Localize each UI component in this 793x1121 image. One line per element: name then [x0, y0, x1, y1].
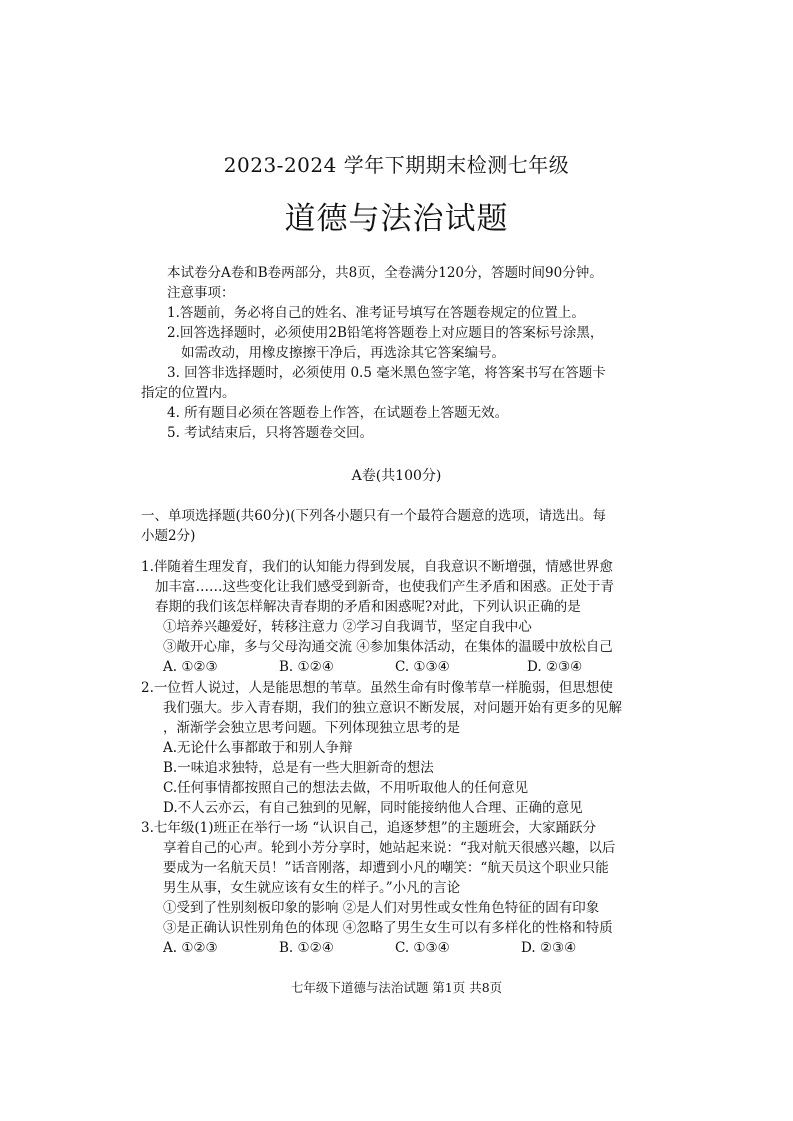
- exam-title-subject: 道德与法治试题: [284, 201, 509, 237]
- note-4: 4. 所有题目必须在答题卷上作答，在试题卷上答题无效。: [167, 405, 509, 421]
- q1-statements-1: ①培养兴趣爱好，转移注意力 ②学习自我调节，坚定自我中心: [163, 619, 532, 635]
- q1-stem-line3: 春期的我们该怎样解决青春期的矛盾和困惑呢?对此，下列认识正确的是: [155, 599, 581, 615]
- page-footer: 七年级下道德与法治试题 第1页 共8页: [290, 980, 503, 995]
- q3-option-a: A. ①②③: [163, 940, 218, 956]
- q2-option-a: A.无论什么事都敢于和别人争辩: [163, 740, 353, 756]
- q3-statements-1: ①受到了性别刻板印象的影响 ②是人们对男性或女性角色特征的固有印象: [163, 900, 600, 916]
- instructions-intro: 本试卷分A卷和B卷两部分，共8页，全卷满分120分，答题时间90分钟。: [167, 265, 603, 281]
- notes-title: 注意事项：: [167, 285, 235, 301]
- q2-stem-line1: 2.一位哲人说过，人是能思想的苇草。虽然生命有时像苇草一样脆弱，但思想使: [141, 680, 613, 696]
- exam-title-line1: 2023-2024 学年下期期末检测七年级: [223, 153, 570, 177]
- q2-option-c: C.任何事情都按照自己的想法去做，不用听取他人的任何意见: [163, 780, 529, 796]
- note-5: 5. 考试结束后，只将答题卷交回。: [167, 425, 374, 441]
- note-3b: 指定的位置内。: [141, 385, 236, 401]
- q1-options: [163, 657, 582, 677]
- q3-statements-2: ③是正确认识性别角色的体现 ④忽略了男生女生可以有多样化的性格和特质: [163, 920, 613, 936]
- q1-option-d: D. ②③④: [527, 659, 583, 675]
- q3-option-d: D. ②③④: [521, 940, 577, 956]
- note-2a: 2.回答选择题时，必须使用2B铅笔将答题卷上对应题目的答案标号涂黑，: [167, 325, 604, 341]
- q1-stem-line1: 1.伴随着生理发育，我们的认知能力得到发展，自我意识不断增强，情感世界愈: [141, 559, 613, 575]
- note-2b: 如需改动，用橡皮擦擦干净后，再选涂其它答案编号。: [181, 345, 505, 361]
- q3-option-b: B. ①②④: [279, 940, 334, 956]
- q3-options: [163, 938, 576, 958]
- part1-heading: 一、单项选择题(共60分)(下列各小题只有一个最符合题意的选项，请选出。每: [141, 508, 606, 524]
- q2-option-d: D.不人云亦云，有自己独到的见解，同时能接纳他人合理、正确的意见: [163, 800, 583, 816]
- section-a-title: A卷(共100分): [351, 468, 442, 484]
- q1-option-a: A. ①②③: [163, 659, 218, 675]
- q2-option-b: B.一味追求独特，总是有一些大胆新奇的想法: [163, 760, 434, 776]
- q3-stem-line4: 男生从事，女生就应该有女生的样子。”小凡的言论: [163, 880, 461, 896]
- q1-option-b: B. ①②④: [279, 659, 334, 675]
- q3-option-c: C. ①③④: [395, 940, 450, 956]
- part1-heading-cont: 小题2分): [141, 528, 196, 544]
- q3-stem-line2: 享着自己的心声。轮到小芳分享时，她站起来说：“我对航天很感兴趣，以后: [163, 840, 616, 856]
- note-1: 1.答题前，务必将自己的姓名、准考证号填写在答题卷规定的位置上。: [167, 305, 585, 321]
- note-3a: 3. 回答非选择题时，必须使用 0.5 毫米黑色签字笔，将答案书写在答题卡: [167, 365, 606, 381]
- q2-stem-line3: ，渐渐学会独立思考问题。下列体现独立思考的是: [163, 720, 460, 736]
- q2-stem-line2: 我们强大。步入青春期，我们的独立意识不断发展，对问题开始有更多的见解: [163, 700, 622, 716]
- q1-option-c: C. ①③④: [395, 659, 450, 675]
- q3-stem-line3: 要成为一名航天员！”话音刚落，却遭到小凡的嘲笑：“航天员这个职业只能: [163, 860, 609, 876]
- q3-stem-line1: 3.七年级(1)班正在举行一场 “认识自己，追逐梦想”的主题班会，大家踊跃分: [141, 820, 597, 836]
- q1-stem-line2: 加丰富……这些变化让我们感受到新奇，也使我们产生矛盾和困惑。正处于青: [155, 579, 614, 595]
- q1-statements-2: ③敞开心扉，多与父母沟通交流 ④参加集体活动，在集体的温暖中放松自己: [163, 639, 613, 655]
